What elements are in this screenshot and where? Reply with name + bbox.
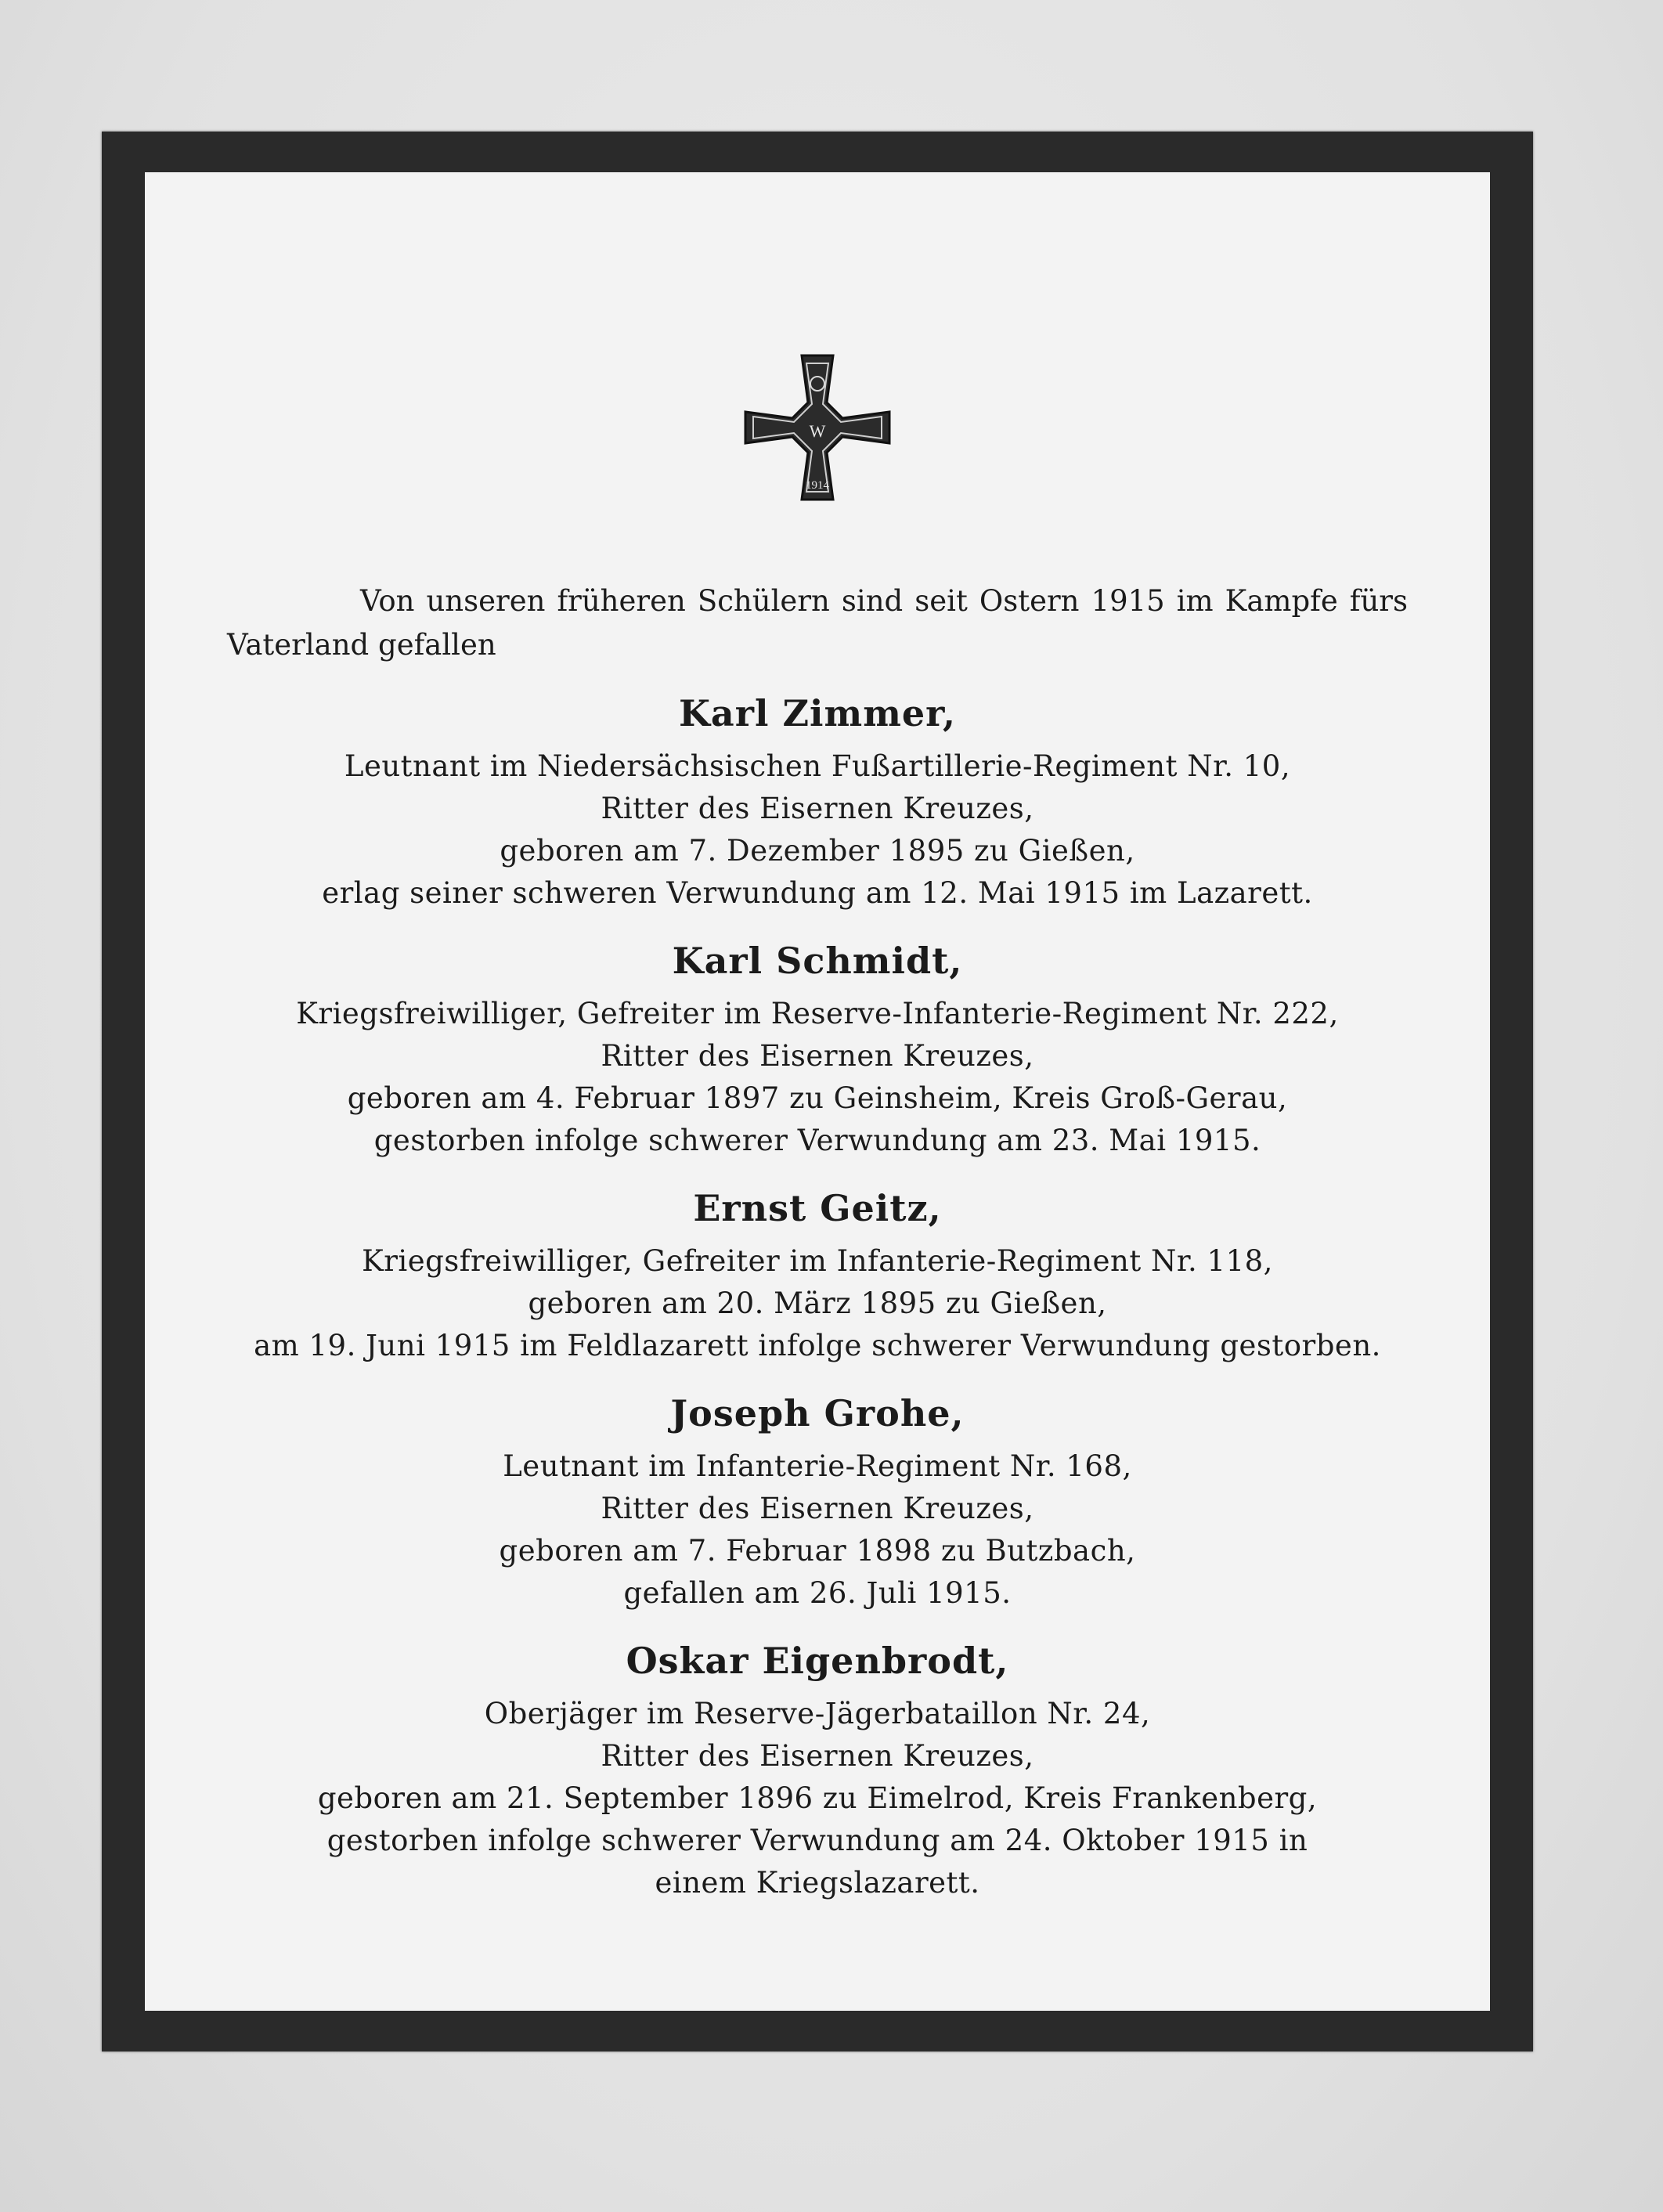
entry-line: gestorben infolge schwerer Verwundung am 23. Mai 1915. — [373, 1124, 1261, 1157]
entry-name: Karl Zimmer, — [678, 692, 957, 734]
entry-line: Ritter des Eisernen Kreuzes, — [601, 1492, 1034, 1525]
entry-line: Kriegsfreiwilliger, Gefreiter im Reserve-Infanterie-Regiment Nr. 222, — [296, 997, 1339, 1030]
entry-line: geboren am 7. Dezember 1895 zu Gießen, — [500, 834, 1135, 868]
intro-text: Von unseren früheren Schülern sind seit Ostern 1915 im Kampfe fürs Vaterland gefallen — [227, 584, 1408, 662]
cross-letter: W — [809, 421, 826, 441]
entry-name: Karl Schmidt, — [672, 940, 963, 982]
entry-line: geboren am 4. Februar 1897 zu Geinsheim, Kreis Groß-Gerau, — [347, 1081, 1288, 1115]
entry — [227, 1633, 1408, 1904]
entry-line: geboren am 20. März 1895 zu Gießen, — [528, 1286, 1107, 1320]
entry-name: Ernst Geitz, — [693, 1187, 942, 1229]
entry-line: einem Kriegslazarett. — [655, 1866, 980, 1900]
entry-line: Leutnant im Infanterie-Regiment Nr. 168, — [503, 1449, 1132, 1483]
cross-year: 1914 — [806, 479, 829, 492]
entry-line: Ritter des Eisernen Kreuzes, — [601, 1739, 1034, 1773]
entry-line: erlag seiner schweren Verwundung am 12. Mai 1915 im Lazarett. — [322, 876, 1313, 910]
entry — [227, 1386, 1408, 1615]
entry-line: Ritter des Eisernen Kreuzes, — [601, 1039, 1034, 1073]
notice-body — [227, 579, 1408, 1904]
iron-cross-icon — [739, 349, 896, 506]
entry — [227, 1181, 1408, 1367]
entry — [227, 933, 1408, 1162]
mourning-border — [102, 132, 1533, 2051]
entry-line: Ritter des Eisernen Kreuzes, — [601, 792, 1034, 825]
entry-line: Leutnant im Niedersächsischen Fußartillerie-Regiment Nr. 10, — [344, 749, 1291, 783]
entry-name: Joseph Grohe, — [670, 1392, 965, 1434]
entry-line: am 19. Juni 1915 im Feldlazarett infolge schwerer Verwundung gestorben. — [254, 1329, 1381, 1362]
entry-line: geboren am 7. Februar 1898 zu Butzbach, — [499, 1534, 1136, 1568]
entry-line: geboren am 21. September 1896 zu Eimelrod, Kreis Frankenberg, — [317, 1781, 1318, 1815]
memorial-notice — [145, 172, 1490, 2011]
entry — [227, 686, 1408, 915]
entry-line: Oberjäger im Reserve-Jägerbataillon Nr. 24, — [484, 1697, 1151, 1730]
entry-line: gestorben infolge schwerer Verwundung am 24. Oktober 1915 in — [326, 1824, 1308, 1857]
entry-line: Kriegsfreiwilliger, Gefreiter im Infanterie-Regiment Nr. 118, — [362, 1244, 1273, 1278]
entry-name: Oskar Eigenbrodt, — [626, 1640, 1009, 1682]
entry-line: gefallen am 26. Juli 1915. — [623, 1576, 1012, 1610]
